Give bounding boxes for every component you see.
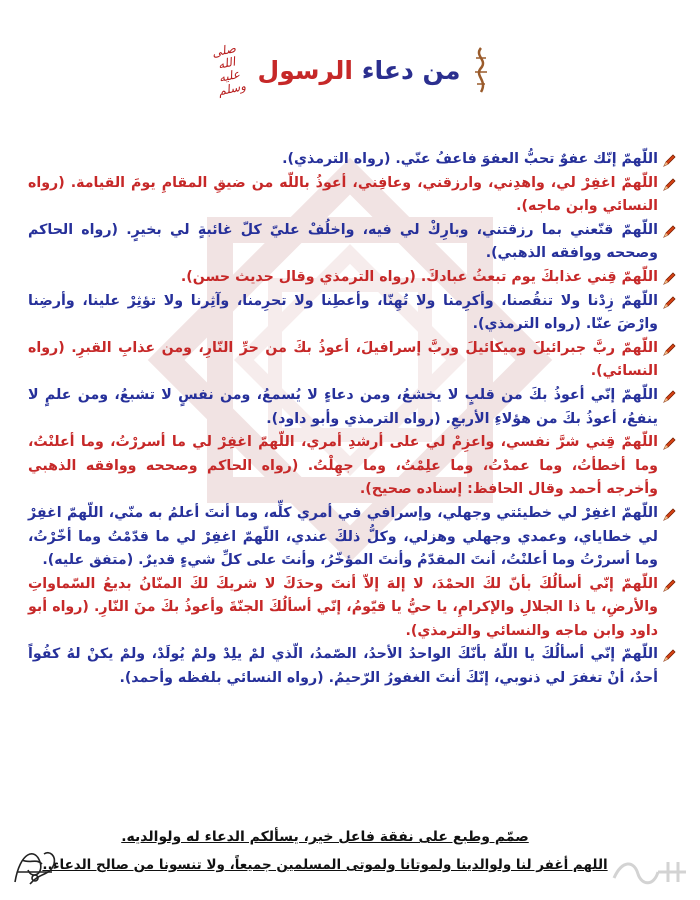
dua-item	[28, 148, 676, 172]
title-part2: الرسول	[257, 55, 353, 85]
page-title	[258, 56, 461, 85]
dua-text: اللّهمّ إنّي أعوذُ بكَ من قلبٍ لا يخشعُ، ومن دعاءٍ لا يُسمعُ، ومن نفسٍ لا تشبعُ، ومن علمٍ لا ينفعُ، أعوذُ بكَ من هؤلاءِ الأربعِ. (رواه الترمذي وأبو داود).	[28, 386, 658, 427]
dua-item	[28, 643, 676, 690]
pencil-bullet-icon	[663, 343, 676, 356]
dua-text: اللّهمّ زِدْنا ولا تنقُصنا، وأكرِمنا ولا تُهِنّا، وأعطِنا ولا تحرِمنا، وآثِرنا ولا تؤثِرْ علينا، وأرضِنا وارْضَ عنّا. (رواه الترمذي).	[28, 292, 658, 333]
page-header	[0, 40, 700, 100]
dua-text: اللّهمّ اغفِرْ لي، واهدِني، وارزقني، وعافِني، أعوذُ باللّه من ضيقِ المقامِ يومَ القيامة. (رواه النسائي وابن ماجه).	[28, 174, 658, 215]
dua-item	[28, 266, 676, 290]
site-logo-watermark-icon	[608, 848, 692, 892]
dua-item	[28, 384, 676, 431]
title-part1: من دعاء	[361, 55, 461, 85]
duas-list	[28, 148, 676, 691]
footer	[30, 824, 620, 880]
calligraphy-ornament-icon	[470, 46, 492, 94]
dua-item	[28, 290, 676, 337]
dua-text: اللّهمّ إنّك عفوٌ تحبُّ العفوَ فاعفُ عنّي. (رواه الترمذي).	[282, 151, 658, 167]
footer-prayer: اللهم أغفر لنا ولوالدينا ولموتانا ولموتى المسلمين جميعاً، ولا تنسونا من صالح الدعاء..	[42, 857, 608, 873]
dua-text: اللّهمّ إنّي أسألُكَ يا اللّهُ بأنّكَ الواحدُ الأحدُ، الصّمدُ، الّذي لمْ يلِدْ ولمْ يُولَدْ، ولمْ يكنْ لهُ كفُواً أحدٌ، أنْ تغفرَ لي ذنوبي، إنّكَ أنتَ الغفورُ الرّحيمُ. (رواه النسائي بلفظه وأحمد).	[28, 646, 658, 687]
dua-text: اللّهمّ قِني شرَّ نفسي، واعزِمْ لي على أرشدِ أمري، اللّهمّ اغفِرْ لي ما أسررْتُ، وما أعلنْتُ، وما أخطأتُ، وما عمدْتُ، وما علِمْتُ، وما جهِلْتُ. (رواه الحاكم وصححه ووافقه الذهبي وأخرجه أحمد وقال الحافظ: إسناده صحيح).	[28, 434, 658, 498]
footer-dedication: صمّم وطبع على نفقة فاعل خير، يسألكم الدعاء له ولوالديه.	[121, 829, 529, 845]
pencil-bullet-icon	[663, 390, 676, 403]
pencil-bullet-icon	[663, 437, 676, 450]
pencil-bullet-icon	[663, 272, 676, 285]
dua-text: اللّهمّ قنّعني بما رزقتني، وبارِكْ لي فيه، واخلُفْ عليّ كلّ غائبةٍ لي بخيرٍ. (رواه الحاكم وصححه ووافقه الذهبي).	[28, 221, 658, 262]
pencil-bullet-icon	[663, 649, 676, 662]
dua-text: اللّهمّ إنّي أسألُكَ بأنّ لكَ الحمْدَ، لا إلهَ إلاّ أنتَ وحدَكَ لا شريكَ لكَ المنّانُ بديعُ السّماواتِ والأرضِ، يا ذا الجلالِ والإكرامِ، يا حيُّ يا قيّومُ، إنّي أسألُكَ الجنّةَ وأعوذُ بكَ منَ النّارِ. (رواه أبو داود وابن ماجه والنسائي والترمذي).	[28, 575, 658, 639]
salawat-calligraphy: صلى الله عليه وسلم	[210, 41, 247, 99]
dua-item	[28, 219, 676, 266]
dua-item	[28, 573, 676, 644]
dua-text: اللّهمّ ربَّ جبرائيلَ وميكائيلَ وربَّ إسرافيلَ، أعوذُ بكَ من حرِّ النّارِ، ومن عذابِ القبرِ. (رواه النسائي).	[28, 339, 658, 380]
dua-item	[28, 502, 676, 573]
pencil-bullet-icon	[663, 154, 676, 167]
pencil-bullet-icon	[663, 296, 676, 309]
dua-text: اللّهمّ اغفِرْ لي خطيئتي وجهلي، وإسرافي في أمري كلِّه، وما أنتَ أعلمُ به منّي، اللّهمّ اغفِرْ لي خطاياي، وعمدي وجهلي وهزلي، وكلُّ ذلكَ عندي، اللّهمّ اغفِرْ لي ما قدّمْتُ وما أخّرْتُ، وما أسررْتُ وما أعلنْتُ، أنتَ المقدّمُ وأنتَ المؤخّرُ، وأنتَ على كلِّ شيءٍ قديرٌ. (متفق عليه).	[28, 504, 658, 569]
dua-item	[28, 172, 676, 219]
pencil-bullet-icon	[663, 579, 676, 592]
pencil-bullet-icon	[663, 225, 676, 238]
pencil-bullet-icon	[663, 178, 676, 191]
dua-item	[28, 337, 676, 384]
pencil-bullet-icon	[663, 508, 676, 521]
calligraphy-signature-icon	[10, 842, 60, 888]
dua-text: اللّهمّ قِني عذابكَ يوم تبعثُ عبادكَ. (رواه الترمذي وقال حديث حسن).	[180, 268, 658, 285]
dua-item	[28, 431, 676, 502]
